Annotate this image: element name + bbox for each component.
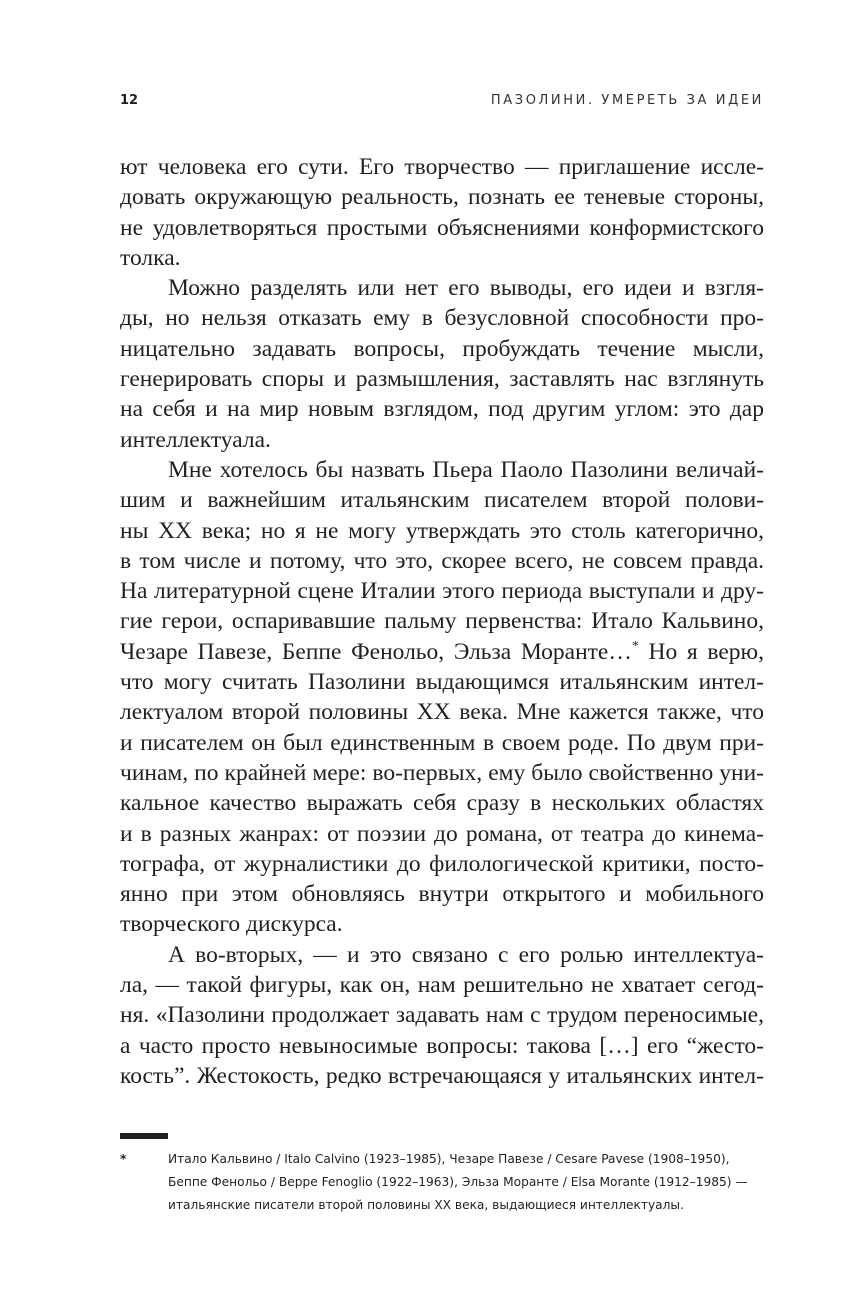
- footnote-reference[interactable]: *: [631, 638, 639, 654]
- line-text: генерировать споры и размышления, заставлять нас взглянуть: [120, 366, 764, 393]
- line-text: кальное качество выражать себя сразу в нескольких областях: [120, 790, 764, 817]
- line-text: тографа, от журналистики до филологической критики, посто-: [120, 850, 764, 877]
- line-text: янно при этом обновляясь внутри открытого и мобильного: [120, 881, 764, 908]
- text-line: [120, 364, 764, 394]
- text-line: [120, 394, 764, 424]
- line-text: творческого дискурса.: [120, 911, 343, 938]
- line-text: чинам, по крайней мере: во-первых, ему было свойственно уни-: [120, 759, 764, 786]
- line-text: толка.: [120, 244, 181, 271]
- line-text: и писателем он был единственным в своем роде. По двум при-: [120, 729, 764, 756]
- text-line: [120, 606, 764, 636]
- text-line: [120, 485, 764, 515]
- line-text: шим и важнейшим итальянским писателем второй полови-: [120, 487, 764, 514]
- line-text: Но я верю,: [638, 638, 764, 665]
- line-text: кость”. Жестокость, редко встречающаяся у итальянских интел-: [120, 1062, 764, 1089]
- text-line: [120, 667, 764, 697]
- text-line: [120, 758, 764, 788]
- line-text: гие герои, оспаривавшие пальму первенства: Итало Кальвино,: [120, 608, 764, 635]
- text-line: [120, 152, 764, 182]
- text-line: [120, 1031, 764, 1061]
- text-line: [120, 970, 764, 1000]
- line-text: в том числе и потому, что это, скорее всего, не совсем правда.: [120, 547, 764, 574]
- line-text: ня. «Пазолини продолжает задавать нам с трудом переносимые,: [120, 1002, 764, 1029]
- text-line: [120, 576, 764, 606]
- page-number: 12: [120, 93, 139, 108]
- text-line: [120, 213, 764, 243]
- line-text: Мне хотелось бы назвать Пьера Паоло Пазолини величай-: [168, 456, 764, 483]
- footnote-divider: [120, 1133, 168, 1139]
- text-line: [120, 728, 764, 758]
- text-line: [120, 425, 764, 455]
- running-title: ПАЗОЛИНИ. УМЕРЕТЬ ЗА ИДЕИ: [490, 93, 764, 108]
- text-line: [120, 455, 764, 485]
- text-line: [120, 1061, 764, 1091]
- line-text: А во-вторых, — и это связано с его ролью интеллектуа-: [168, 941, 764, 968]
- line-text: а часто просто невыносимые вопросы: такова […] его “жесто-: [120, 1032, 764, 1059]
- line-text: На литературной сцене Италии этого периода выступали и дру-: [120, 578, 764, 605]
- footnote-text: Итало Кальвино / Italo Calvino (1923–1985), Чезаре Павезе / Cesare Pavese (1908–1950), Беппе Фенольо / Beppe Fenoglio (1922–1963), Эльза Моранте / Elsa Morante (1912–1985) — итальянские писатели второй половины XX века, выдающиеся интеллектуалы.: [168, 1152, 748, 1212]
- text-line: [120, 849, 764, 879]
- line-text: что могу считать Пазолини выдающимся итальянским интел-: [120, 669, 764, 696]
- footnote: [120, 1148, 770, 1217]
- line-text: ют человека его сути. Его творчество — приглашение иссле-: [120, 154, 764, 180]
- line-text: ла, — такой фигуры, как он, нам решительно не хватает сегод-: [120, 972, 764, 999]
- text-line: [120, 273, 764, 303]
- line-text: интеллектуала.: [120, 426, 271, 453]
- body-text: [120, 152, 764, 1091]
- line-text: Можно разделять или нет его выводы, его идеи и взгля-: [168, 275, 764, 302]
- text-line: [120, 546, 764, 576]
- line-text: ны XX века; но я не могу утверждать это столь категорично,: [120, 517, 764, 544]
- line-text: не удовлетворяться простыми объяснениями конформистского: [120, 214, 764, 241]
- text-line: [120, 303, 764, 333]
- line-text: ницательно задавать вопросы, пробуждать течение мысли,: [120, 335, 764, 362]
- line-text: лектуалом второй половины XX века. Мне кажется также, что: [120, 699, 764, 726]
- line-text: и в разных жанрах: от поэзии до романа, от театра до кинема-: [120, 820, 764, 847]
- text-line: [120, 909, 764, 939]
- line-text: Чезаре Павезе, Беппе Фенольо, Эльза Моранте…: [120, 638, 632, 665]
- text-line: [120, 1000, 764, 1030]
- line-text: ды, но нельзя отказать ему в безусловной способности про-: [120, 305, 764, 332]
- text-line: [120, 243, 764, 273]
- text-line: [120, 637, 764, 667]
- text-line: [120, 940, 764, 970]
- text-line: [120, 697, 764, 727]
- text-line: [120, 182, 764, 212]
- line-text: довать окружающую реальность, познать ее теневые стороны,: [120, 184, 764, 211]
- text-line: [120, 788, 764, 818]
- line-text: на себя и на мир новым взглядом, под другим углом: это дар: [120, 396, 764, 423]
- text-line: [120, 334, 764, 364]
- text-line: [120, 516, 764, 546]
- footnote-marker: *: [120, 1152, 127, 1166]
- text-line: [120, 819, 764, 849]
- text-line: [120, 879, 764, 909]
